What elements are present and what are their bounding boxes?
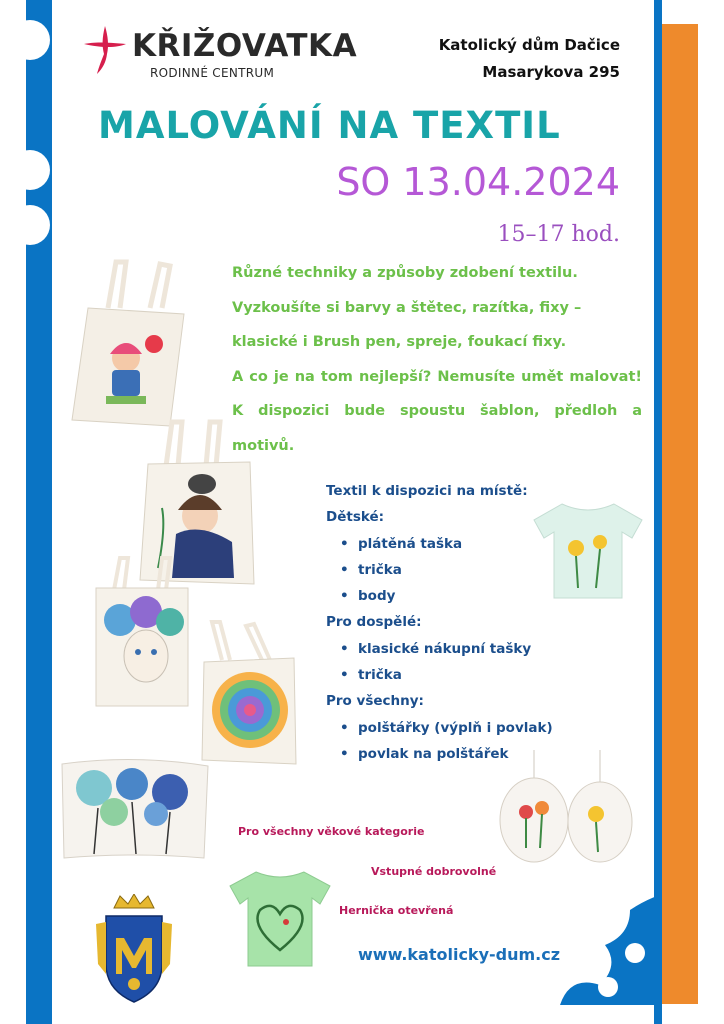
note-playroom: Hernička otevřená [339, 904, 454, 917]
green-tshirt-heart-image [228, 868, 332, 968]
list-item: • trička [340, 662, 553, 688]
group-label: Pro dospělé: [326, 614, 422, 631]
tote-bag-rainbow-mandala-image [198, 620, 300, 766]
list-item: • body [340, 583, 553, 609]
kids-tshirt-daffodils-image [532, 500, 644, 600]
brand-name: KŘIŽOVATKA [132, 28, 358, 64]
note-admission: Vstupné dobrovolné [371, 865, 497, 878]
website-link[interactable]: www.katolicky-dum.cz [358, 945, 561, 964]
list-item: • plátěná taška [340, 531, 553, 557]
event-description [232, 256, 642, 463]
event-date: SO 13.04.2024 [336, 160, 620, 204]
description-line: Vyzkoušíte si barvy a štětec, razítka, fixy – [232, 299, 582, 316]
tote-bag-clown-image [66, 258, 198, 430]
event-time: 15–17 hod. [497, 222, 620, 247]
brand-subtitle: RODINNÉ CENTRUM [150, 66, 275, 80]
description-paragraph: A co je na tom nejlepší? Nemusíte umět malovat! K dispozici bude spoustu šablon, předloh a motivů. [232, 368, 642, 454]
list-item: • trička [340, 557, 553, 583]
description-line: klasické i Brush pen, spreje, foukací fixy. [232, 334, 567, 350]
venue-address [439, 32, 620, 86]
cross-icon [82, 24, 128, 76]
page-title: MALOVÁNÍ NA TEXTIL [98, 104, 561, 147]
left-notch [10, 150, 50, 190]
list-item: • povlak na polštářek [340, 741, 553, 767]
right-blue-strip [654, 0, 662, 1024]
left-notch [10, 205, 50, 245]
left-notch [10, 20, 50, 60]
brand-logo [82, 24, 358, 84]
textile-list [326, 478, 553, 767]
venue-street: Masarykova 295 [482, 63, 620, 81]
list-item: • polštářky (výplň i povlak) [340, 715, 553, 741]
egg-ornaments-image [496, 748, 642, 864]
list-item: • klasické nákupní tašky [340, 636, 553, 662]
group-label: Pro všechny: [326, 693, 424, 710]
town-coat-of-arms-image [96, 894, 172, 1004]
puzzle-corner-decoration [560, 895, 660, 1005]
group-label: Dětské: [326, 509, 385, 526]
group-items [326, 531, 553, 610]
venue-name: Katolický dům Dačice [438, 36, 620, 54]
note-all-ages: Pro všechny věkové kategorie [238, 825, 425, 838]
description-line: Různé techniky a způsoby zdobení textilu. [232, 265, 578, 281]
textile-heading: Textil k dispozici na místě: [326, 483, 528, 499]
right-orange-strip [662, 24, 698, 1004]
pillow-blue-flowers-image [58, 754, 210, 862]
group-items [326, 636, 553, 689]
tote-bag-flower-face-image [92, 556, 192, 708]
